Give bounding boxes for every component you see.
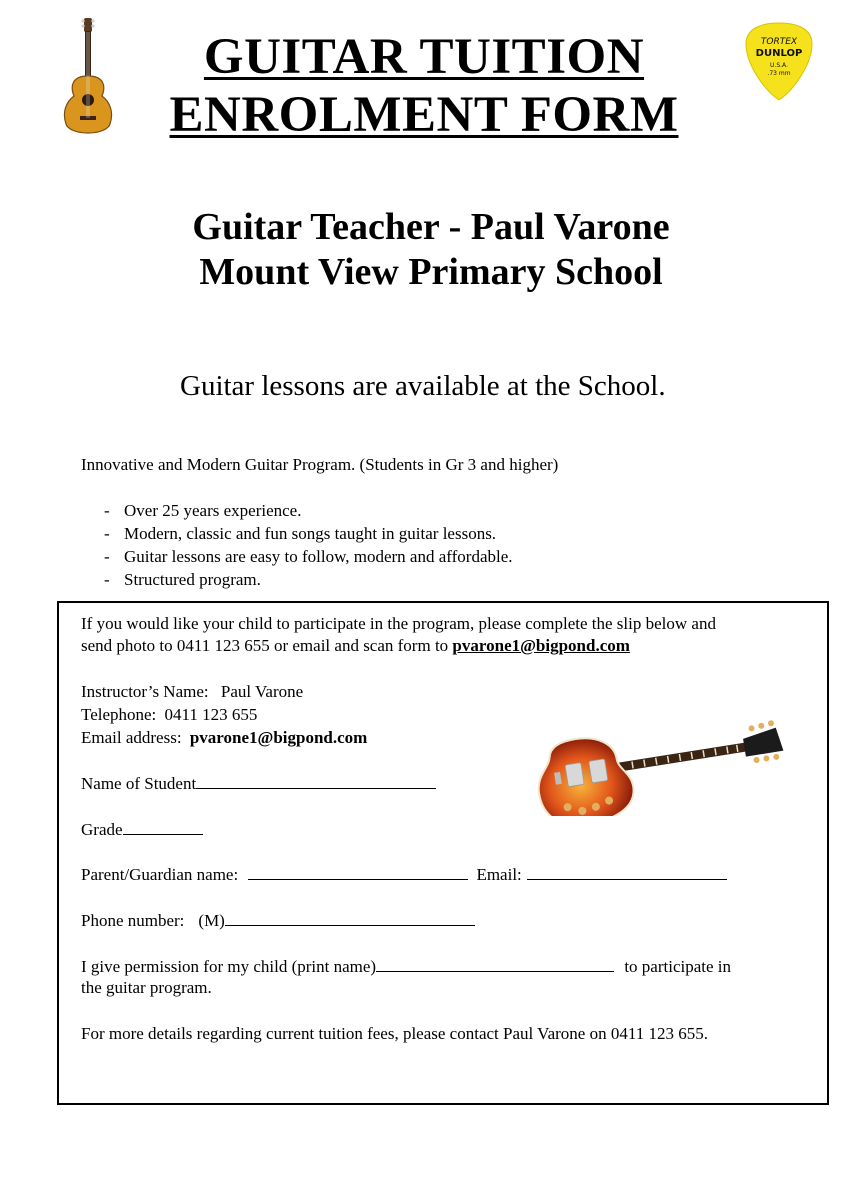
instructor-value: Paul Varone xyxy=(220,682,304,701)
email-row xyxy=(81,727,367,749)
telephone-label: Telephone: xyxy=(81,705,157,724)
title-line-1: GUITAR TUITION xyxy=(203,29,645,85)
list-item: - Modern, classic and fun songs taught in guitar lessons. xyxy=(104,522,513,545)
telephone-value: 0411 123 655 xyxy=(164,705,258,724)
electric-guitar-image xyxy=(532,712,790,816)
pick-gauge: .73 mm xyxy=(767,70,791,77)
email-value[interactable]: pvarone1@bigpond.com xyxy=(189,728,368,747)
phone-label: Phone number: xyxy=(81,911,185,930)
instructions-line-1: If you would like your child to participate in the program, please complete the slip below and xyxy=(81,614,716,633)
teacher-line: Guitar Teacher - Paul Varone xyxy=(192,206,670,248)
parent-label: Parent/Guardian name: xyxy=(81,865,239,884)
grade-field[interactable] xyxy=(123,818,203,835)
permission-line-2: the guitar program. xyxy=(81,978,212,997)
title-line-2: ENROLMENT FORM xyxy=(169,87,679,143)
list-item: - Structured program. xyxy=(104,568,513,591)
instructor-label: Instructor’s Name: xyxy=(81,682,209,701)
school-line: Mount View Primary School xyxy=(199,251,663,293)
list-item: - Guitar lessons are easy to follow, modern and affordable. xyxy=(104,545,513,568)
feature-list xyxy=(104,499,513,591)
permission-child-name-field[interactable] xyxy=(376,955,614,972)
pick-brand-top: TORTEX xyxy=(760,37,798,47)
instructions-email-link[interactable]: pvarone1@bigpond.com xyxy=(452,636,630,655)
fees-note: For more details regarding current tuition fees, please contact Paul Varone on 0411 123 655. xyxy=(81,1024,708,1043)
pick-brand: DUNLOP xyxy=(755,48,803,59)
permission-row xyxy=(81,955,731,978)
instructor-row xyxy=(81,681,303,703)
student-name-field[interactable] xyxy=(196,772,436,789)
permission-prefix: I give permission for my child (print name) xyxy=(81,957,377,976)
parent-name-field[interactable] xyxy=(248,863,468,880)
list-item: - Over 25 years experience. xyxy=(104,499,513,522)
permission-suffix: to participate in xyxy=(624,957,732,976)
student-name-label: Name of Student xyxy=(81,774,197,793)
parent-email-field[interactable] xyxy=(527,863,727,880)
email-label: Email address: xyxy=(81,728,182,747)
page-title xyxy=(0,28,848,144)
instructions-line-2 xyxy=(81,635,630,657)
instructions-text: send photo to 0411 123 655 or email and scan form to xyxy=(81,636,453,655)
lead-text: Guitar lessons are available at the School. xyxy=(180,370,666,402)
student-name-row xyxy=(81,772,436,795)
parent-row xyxy=(81,863,727,886)
program-intro: Innovative and Modern Guitar Program. (Students in Gr 3 and higher) xyxy=(81,455,559,474)
parent-email-label: Email: xyxy=(476,865,522,884)
grade-label: Grade xyxy=(81,820,123,839)
telephone-row xyxy=(81,704,257,726)
teacher-heading xyxy=(0,205,848,295)
phone-field[interactable] xyxy=(225,909,475,926)
phone-row xyxy=(81,909,475,932)
phone-mobile-prefix: (M) xyxy=(198,911,225,930)
grade-row xyxy=(81,818,203,841)
pick-origin: U.S.A. xyxy=(770,62,788,69)
